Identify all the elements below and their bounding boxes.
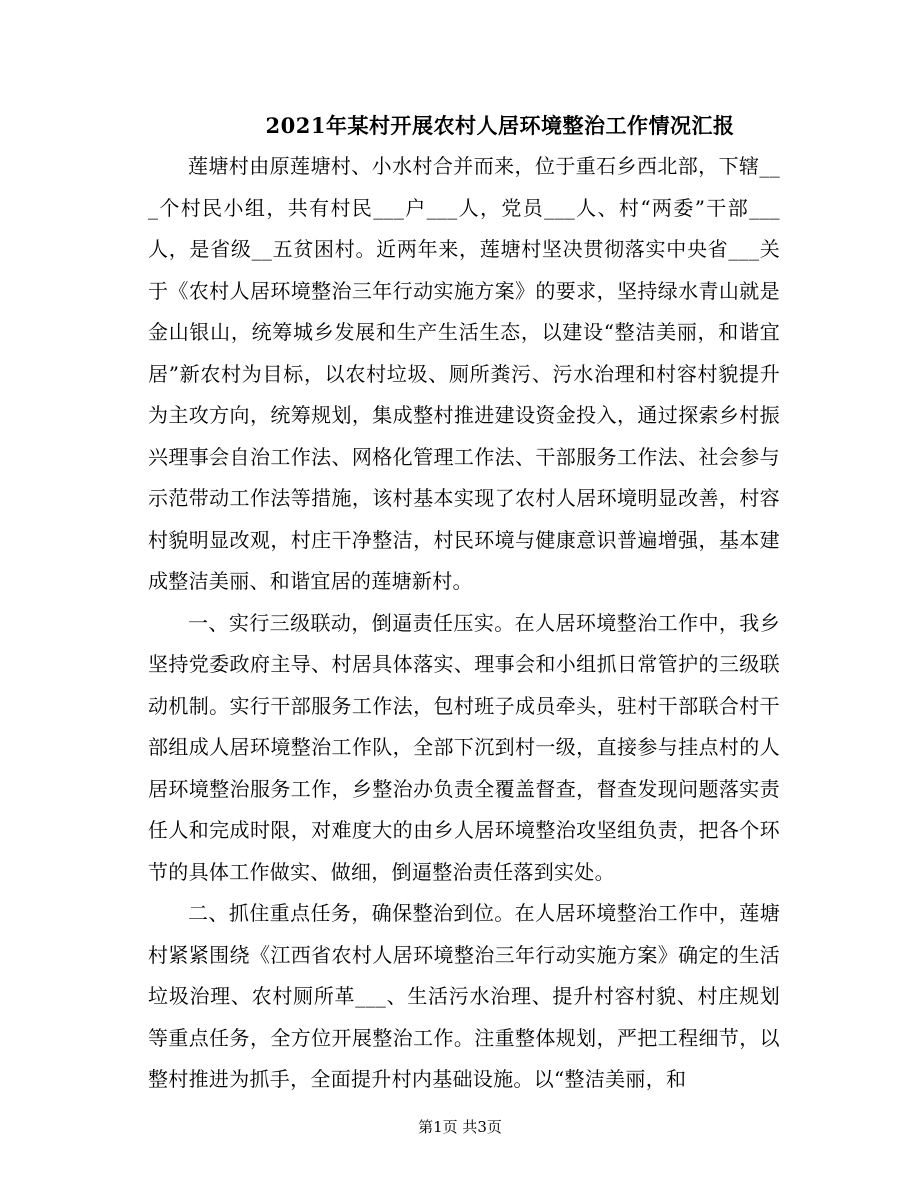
paragraph-intro: 莲塘村由原莲塘村、小水村合并而来，位于重石乡西北部，下辖___个村民小组，共有村民___户___人，党员___人、村“两委”干部___人，是省级__五贫困村。近两年来，莲塘村坚决贯彻落实中央省___关于《农村人居环境整治三年行动实施方案》的要求，坚持绿水青山就是金山银山，统筹城乡发展和生产生活生态，以建设“整洁美丽，和谐宜居”新农村为目标，以农村垃圾、厕所粪污、污水治理和村容村貌提升为主攻方向，统筹规划，集成整村推进建设资金投入，通过探索乡村振兴理事会自治工作法、网格化管理工作法、干部服务工作法、社会参与示范带动工作法等措施，该村基本实现了农村人居环境明显改善，村容村貌明显改观，村庄干净整洁，村民环境与健康意识普遍增强，基本建成整洁美丽、和谐宜居的莲塘新村。 <box>148 154 780 593</box>
paragraph-section-1: 一、实行三级联动，倒逼责任压实。在人居环境整治工作中，我乡坚持党委政府主导、村居具体落实、理事会和小组抓日常管护的三级联动机制。实行干部服务工作法，包村班子成员牵头，驻村干部联合村干部组成人居环境整治工作队，全部下沉到村一级，直接参与挂点村的人居环境整治服务工作，乡整治办负责全覆盖督查，督查发现问题落实责任人和完成时限，对难度大的由乡人居环境整治攻坚组负责，把各个环节的具体工作做实、做细，倒逼整治责任落到实处。 <box>148 610 780 884</box>
document-body <box>148 146 780 1101</box>
document-title: 2021年某村开展农村人居环境整治工作情况汇报 <box>265 113 735 138</box>
paragraph-section-2: 二、抓住重点任务，确保整治到位。在人居环境整治工作中，莲塘村紧紧围绕《江西省农村人居环境整治三年行动实施方案》确定的生活垃圾治理、农村厕所革___、生活污水治理、提升村容村貌、村庄规划等重点任务，全方位开展整治工作。注重整体规划，严把工程细节，以整村推进为抓手，全面提升村内基础设施。以“整洁美丽，和 <box>148 901 780 1091</box>
page-number: 第1页 共3页 <box>418 1118 502 1136</box>
page-footer <box>0 1117 920 1137</box>
